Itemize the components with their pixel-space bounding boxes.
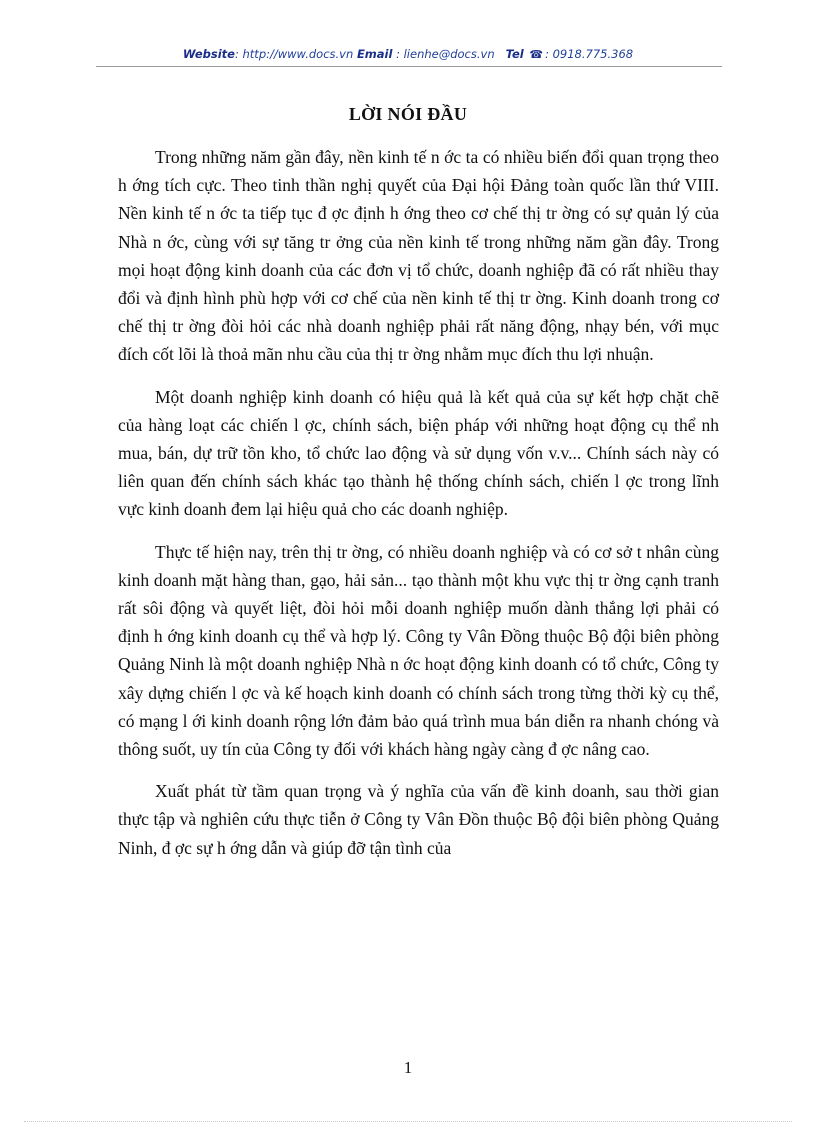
page-number: 1 [403,1058,413,1077]
website-label: Website [182,47,235,61]
page-header [0,47,816,61]
paragraph: Thực tế hiện nay, trên thị tr ờng, có nhiều doanh nghiệp và có cơ sở t nhân cùng kinh doanh mặt hàng than, gạo, hải sản... tạo thành một khu vực thị tr ờng cạnh tranh rất sôi động và quyết liệt, đòi hỏi mỗi doanh nghiệp muốn dành thắng lợi phải có định h ớng kinh doanh cụ thể và hợp lý. Công ty Vân Đồng thuộc Bộ đội biên phòng Quảng Ninh là một doanh nghiệp Nhà n ớc hoạt động kinh doanh có tổ chức, Công ty xây dựng chiến l ợc và kế hoạch kinh doanh có chính sách trong từng thời kỳ cụ thể, có mạng l ới kinh doanh rộng lớn đảm bảo quá trình mua bán diễn ra nhanh chóng và thông suốt, uy tín của Công ty đối với khách hàng ngày càng đ ợc nâng cao. [118,541,719,760]
email-label: Email [356,47,393,61]
header-divider [96,66,722,67]
phone-icon: ☎ [529,48,544,61]
email-value: : lienhe@docs.vn [396,47,495,61]
document-body [118,143,719,876]
paragraph: Trong những năm gần đây, nền kinh tế n ớc ta có nhiều biến đổi quan trọng theo h ớng tích cực. Theo tinh thần nghị quyết của Đại hội Đảng toàn quốc lần thứ VIII. Nền kinh tế n ớc ta tiếp tục đ ợc định h ớng theo cơ chế thị tr ờng có sự quản lý của Nhà n ớc, cùng với sự tăng tr ởng của nền kinh tế trong những năm gần đây. Trong mọi hoạt động kinh doanh của các đơn vị tổ chức, doanh nghiệp đã có rất nhiều thay đổi và định hình phù hợp với cơ chế của nền kinh tế thị tr ờng. Kinh doanh trong cơ chế thị tr ờng đòi hỏi các nhà doanh nghiệp phải rất năng động, nhạy bén, với mục đích cốt lõi là thoả mãn nhu cầu của thị tr ờng nhằm mục đích thu lợi nhuận. [118,147,719,365]
page-title: LỜI NÓI ĐẦU [348,104,468,124]
paragraph: Một doanh nghiệp kinh doanh có hiệu quả là kết quả của sự kết hợp chặt chẽ của hàng loạt các chiến l ợc, chính sách, biện pháp với những hoạt động cụ thể nh mua, bán, dự trữ tồn kho, tổ chức lao động và sử dụng vốn v.v... Chính sách này có liên quan đến chính sách khác tạo thành hệ thống chính sách, chiến l ợc trong lĩnh vực kinh doanh đem lại hiệu quả cho các doanh nghiệp. [118,386,719,520]
page-bottom-divider [24,1121,792,1122]
tel-value: : 0918.775.368 [545,47,634,61]
website-value: : http://www.docs.vn [234,47,354,61]
paragraph: Xuất phát từ tầm quan trọng và ý nghĩa của vấn đề kinh doanh, sau thời gian thực tập và nghiên cứu thực tiễn ở Công ty Vân Đồn thuộc Bộ đội biên phòng Quảng Ninh, đ ợc sự h ớng dẫn và giúp đỡ tận tình của [118,781,719,858]
tel-label: Tel [505,47,524,61]
